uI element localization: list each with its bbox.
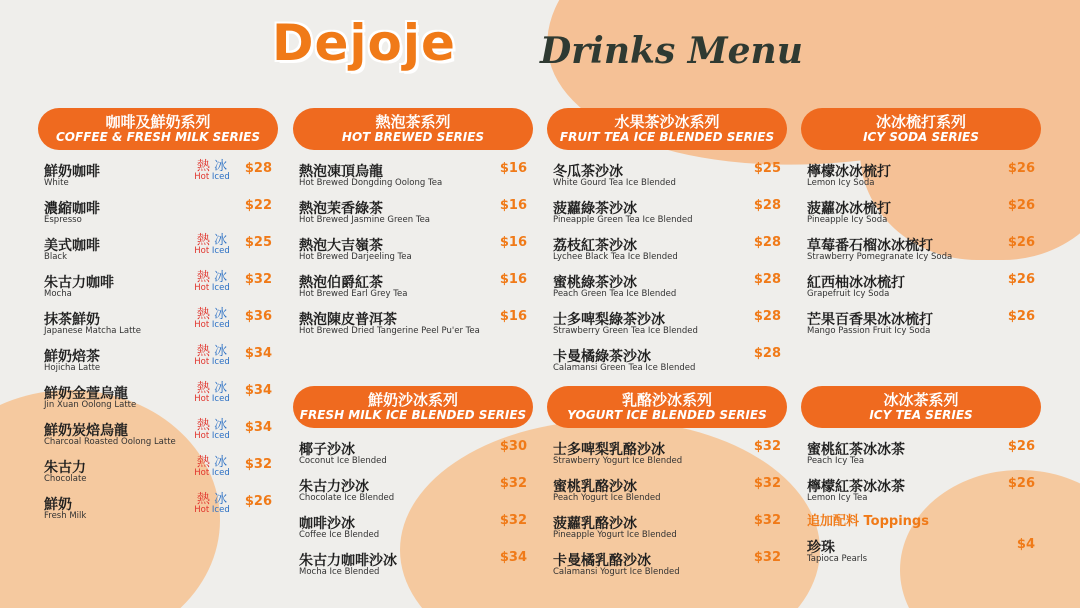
hot-label-en: Hot: [194, 172, 210, 182]
menu-title: Drinks Menu: [540, 30, 803, 72]
hot-label-zh: 熱: [196, 307, 210, 322]
item-name-zh: 檸檬紅茶冰冰茶: [807, 479, 905, 495]
item-price: $16: [499, 235, 527, 250]
item-name-en: Peach Yogurt Ice Blended: [553, 493, 661, 503]
menu-item: [38, 158, 278, 195]
iced-label-en: Iced: [211, 246, 230, 256]
item-name-zh: 朱古力咖啡沙冰: [299, 553, 397, 569]
item-name-en: Japanese Matcha Latte: [44, 326, 141, 336]
item-name-zh: 鮮奶焙茶: [44, 349, 100, 365]
item-name-en: Espresso: [44, 215, 82, 225]
section-banner: [801, 108, 1041, 150]
item-price: $30: [499, 439, 527, 454]
iced-label-zh: 冰: [214, 381, 228, 396]
item-price: $34: [244, 383, 272, 398]
item-name-en: Chocolate Ice Blended: [299, 493, 395, 503]
item-name-zh: 菠蘿乳酪沙冰: [553, 516, 637, 532]
item-name-zh: 熱泡伯爵紅茶: [299, 275, 383, 291]
item-name-en: Pineapple Green Tea Ice Blended: [553, 215, 693, 225]
menu-item: [38, 343, 278, 380]
menu-item: [801, 269, 1041, 306]
iced-label-en: Iced: [211, 283, 230, 293]
fruit-tea-list: [547, 158, 787, 380]
item-price: $26: [244, 494, 272, 509]
item-name-zh: 鮮奶金萱烏龍: [44, 386, 128, 402]
brand-logo: Dejoje: [272, 14, 456, 72]
item-name-en: Calamansi Yogurt Ice Blended: [553, 567, 680, 577]
iced-label-en: Iced: [211, 431, 230, 441]
hot-label-en: Hot: [194, 394, 210, 404]
iced-label-zh: 冰: [214, 159, 228, 174]
hot-label-en: Hot: [194, 468, 210, 478]
hot-iced-indicator: [190, 308, 234, 330]
section-title-zh: 冰冰茶系列: [883, 390, 959, 409]
item-name-en: Fresh Milk: [44, 511, 87, 521]
toppings-header: [801, 510, 1041, 534]
section-title-en: FRESH MILK ICE BLENDED SERIES: [299, 407, 527, 422]
section-title-zh: 鮮奶沙冰系列: [367, 390, 458, 409]
iced-label-zh: 冰: [214, 492, 228, 507]
item-name-en: Charcoal Roasted Oolong Latte: [44, 437, 176, 447]
item-name-zh: 冬瓜茶沙冰: [553, 164, 623, 180]
item-name-zh: 菠蘿綠茶沙冰: [553, 201, 637, 217]
menu-item: [293, 436, 533, 473]
iced-label-en: Iced: [211, 172, 230, 182]
hot-iced-indicator: [190, 345, 234, 367]
section-banner: [801, 386, 1041, 428]
item-price: $34: [244, 420, 272, 435]
iced-label-zh: 冰: [214, 418, 228, 433]
item-name-en: Grapefruit Icy Soda: [807, 289, 890, 299]
item-price: $22: [244, 198, 272, 213]
hot-label-zh: 熱: [196, 344, 210, 359]
menu-item: [293, 232, 533, 269]
item-price: $32: [244, 272, 272, 287]
item-price: $26: [1007, 235, 1035, 250]
item-price: $28: [753, 346, 781, 361]
section-title-en: FRUIT TEA ICE BLENDED SERIES: [559, 129, 775, 144]
item-name-zh: 椰子沙冰: [299, 442, 355, 458]
item-name-en: Mango Passion Fruit Icy Soda: [807, 326, 931, 336]
item-name-en: Pineapple Yogurt Ice Blended: [553, 530, 677, 540]
iced-label-en: Iced: [211, 357, 230, 367]
menu-item: [801, 436, 1041, 473]
item-price: $28: [753, 235, 781, 250]
item-name-en: Strawberry Yogurt Ice Blended: [553, 456, 683, 466]
item-name-en: Coffee Ice Blended: [299, 530, 380, 540]
item-name-zh: 朱古力咖啡: [44, 275, 114, 291]
item-name-zh: 朱古力沙冰: [299, 479, 369, 495]
topping-item: [801, 534, 1041, 571]
section-title-en: YOGURT ICE BLENDED SERIES: [567, 407, 767, 422]
menu-item: [801, 158, 1041, 195]
item-name-zh: 珍珠: [807, 540, 835, 556]
menu-item: [547, 158, 787, 195]
menu-item: [293, 547, 533, 584]
menu-item: [293, 306, 533, 343]
hot-iced-indicator: [190, 419, 234, 441]
item-name-en: White Gourd Tea Ice Blended: [553, 178, 676, 188]
item-name-zh: 荔枝紅茶沙冰: [553, 238, 637, 254]
item-name-en: Jin Xuan Oolong Latte: [44, 400, 137, 410]
menu-item: [547, 473, 787, 510]
section-fruit-tea: [547, 108, 787, 380]
hot-iced-indicator: [190, 160, 234, 182]
iced-label-en: Iced: [211, 505, 230, 515]
hot-iced-indicator: [190, 271, 234, 293]
section-banner: [547, 386, 787, 428]
item-price: $26: [1007, 309, 1035, 324]
item-name-en: Calamansi Green Tea Ice Blended: [553, 363, 696, 373]
item-name-zh: 卡曼橘綠茶沙冰: [553, 349, 651, 365]
menu-item: [293, 269, 533, 306]
item-name-en: Coconut Ice Blended: [299, 456, 387, 466]
section-title-zh: 水果茶沙冰系列: [614, 112, 720, 131]
item-price: $34: [499, 550, 527, 565]
menu-item: [38, 454, 278, 491]
menu-item: [38, 491, 278, 528]
item-name-zh: 士多啤梨乳酪沙冰: [553, 442, 665, 458]
item-name-en: Hot Brewed Jasmine Green Tea: [299, 215, 431, 225]
item-name-en: White: [44, 178, 69, 188]
item-name-zh: 咖啡沙冰: [299, 516, 355, 532]
section-title-zh: 咖啡及鮮奶系列: [105, 112, 211, 131]
item-name-zh: 蜜桃乳酪沙冰: [553, 479, 637, 495]
item-price: $16: [499, 161, 527, 176]
section-banner: [293, 386, 533, 428]
coffee-list: [38, 158, 278, 528]
menu-item: [38, 306, 278, 343]
iced-label-zh: 冰: [214, 455, 228, 470]
hot-iced-indicator: [190, 456, 234, 478]
menu-item: [801, 195, 1041, 232]
item-name-en: Lychee Black Tea Ice Blended: [553, 252, 678, 262]
iced-label-en: Iced: [211, 468, 230, 478]
item-price: $34: [244, 346, 272, 361]
item-name-en: Lemon Icy Soda: [807, 178, 875, 188]
item-name-en: Pineapple Icy Soda: [807, 215, 888, 225]
iced-label-zh: 冰: [214, 233, 228, 248]
item-name-zh: 熱泡凍頂烏龍: [299, 164, 383, 180]
menu-item: [38, 380, 278, 417]
item-name-zh: 鮮奶: [44, 497, 72, 513]
item-name-zh: 美式咖啡: [44, 238, 100, 254]
header: [0, 0, 1080, 100]
menu-item: [293, 195, 533, 232]
item-name-zh: 熱泡茉香綠茶: [299, 201, 383, 217]
section-banner: [547, 108, 787, 150]
yogurt-list: [547, 436, 787, 584]
item-name-en: Strawberry Green Tea Ice Blended: [553, 326, 698, 336]
item-name-en: Peach Icy Tea: [807, 456, 865, 466]
item-name-en: Black: [44, 252, 67, 262]
menu-item: [547, 436, 787, 473]
menu-item: [547, 510, 787, 547]
hot-label-en: Hot: [194, 431, 210, 441]
item-name-zh: 熱泡陳皮普洱茶: [299, 312, 397, 328]
menu-item: [38, 195, 278, 232]
item-price: $28: [753, 272, 781, 287]
menu-item: [547, 306, 787, 343]
section-banner: [38, 108, 278, 150]
icy-tea-list: [801, 436, 1041, 510]
item-name-zh: 菠蘿冰冰梳打: [807, 201, 891, 217]
section-title-en: COFFEE & FRESH MILK SERIES: [55, 129, 261, 144]
item-price: $26: [1007, 476, 1035, 491]
item-name-en: Hot Brewed Dried Tangerine Peel Pu'er Tea: [299, 326, 480, 336]
item-price: $32: [244, 457, 272, 472]
menu-item: [801, 232, 1041, 269]
item-price: $28: [753, 309, 781, 324]
item-price: $25: [753, 161, 781, 176]
hot-label-en: Hot: [194, 246, 210, 256]
menu-item: [801, 473, 1041, 510]
menu-item: [547, 195, 787, 232]
item-price: $32: [753, 550, 781, 565]
item-name-en: Hot Brewed Darjeeling Tea: [299, 252, 412, 262]
menu-item: [38, 417, 278, 454]
item-price: $32: [499, 476, 527, 491]
item-name-zh: 草莓番石榴冰冰梳打: [807, 238, 933, 254]
hot-iced-indicator: [190, 234, 234, 256]
section-title-en: ICY TEA SERIES: [869, 407, 973, 422]
item-price: $4: [1016, 537, 1035, 552]
menu-item: [293, 158, 533, 195]
item-price: $32: [753, 476, 781, 491]
hot-label-zh: 熱: [196, 159, 210, 174]
section-hot-brewed: [293, 108, 533, 343]
item-price: $26: [1007, 198, 1035, 213]
item-price: $16: [499, 309, 527, 324]
section-title-zh: 熱泡茶系列: [375, 112, 451, 131]
hot-label-zh: 熱: [196, 381, 210, 396]
iced-label-zh: 冰: [214, 307, 228, 322]
section-banner: [293, 108, 533, 150]
section-title-en: ICY SODA SERIES: [863, 129, 979, 144]
item-price: $16: [499, 272, 527, 287]
item-price: $32: [753, 513, 781, 528]
section-icy-soda: [801, 108, 1041, 343]
menu-item: [547, 343, 787, 380]
hot-label-zh: 熱: [196, 492, 210, 507]
item-name-en: Peach Green Tea Ice Blended: [553, 289, 677, 299]
hot-label-en: Hot: [194, 320, 210, 330]
hot-label-zh: 熱: [196, 455, 210, 470]
hot-iced-indicator: [190, 382, 234, 404]
hot-label-en: Hot: [194, 283, 210, 293]
item-name-zh: 芒果百香果冰冰梳打: [807, 312, 933, 328]
item-name-en: Hot Brewed Dongding Oolong Tea: [299, 178, 443, 188]
item-name-zh: 蜜桃綠茶沙冰: [553, 275, 637, 291]
item-price: $16: [499, 198, 527, 213]
menu-item: [547, 269, 787, 306]
item-price: $28: [244, 161, 272, 176]
item-price: $26: [1007, 161, 1035, 176]
hot-label-zh: 熱: [196, 233, 210, 248]
toppings-label: 追加配料 Toppings: [807, 514, 929, 529]
item-name-en: Mocha Ice Blended: [299, 567, 380, 577]
item-name-zh: 朱古力: [44, 460, 86, 476]
hot-label-zh: 熱: [196, 270, 210, 285]
iced-label-en: Iced: [211, 394, 230, 404]
item-name-zh: 熱泡大吉嶺茶: [299, 238, 383, 254]
item-name-zh: 濃縮咖啡: [44, 201, 100, 217]
item-name-zh: 紅西柚冰冰梳打: [807, 275, 905, 291]
menu-item: [293, 510, 533, 547]
hot-iced-indicator: [190, 493, 234, 515]
item-name-en: Hojicha Latte: [44, 363, 101, 373]
item-name-en: Chocolate: [44, 474, 87, 484]
menu-item: [801, 306, 1041, 343]
item-name-zh: 鮮奶炭焙烏龍: [44, 423, 128, 439]
section-icy-tea: [801, 386, 1041, 571]
hot-label-en: Hot: [194, 357, 210, 367]
item-price: $25: [244, 235, 272, 250]
item-name-en: Tapioca Pearls: [807, 554, 868, 564]
menu-item: [38, 232, 278, 269]
item-price: $36: [244, 309, 272, 324]
iced-label-en: Iced: [211, 320, 230, 330]
iced-label-zh: 冰: [214, 270, 228, 285]
item-price: $28: [753, 198, 781, 213]
menu-item: [547, 232, 787, 269]
item-name-en: Hot Brewed Earl Grey Tea: [299, 289, 408, 299]
section-yogurt: [547, 386, 787, 584]
item-name-zh: 士多啤梨綠茶沙冰: [553, 312, 665, 328]
section-title-en: HOT BREWED SERIES: [341, 129, 485, 144]
item-name-zh: 檸檬冰冰梳打: [807, 164, 891, 180]
item-name-en: Lemon Icy Tea: [807, 493, 868, 503]
item-price: $32: [753, 439, 781, 454]
item-price: $32: [499, 513, 527, 528]
iced-label-zh: 冰: [214, 344, 228, 359]
section-title-zh: 乳酪沙冰系列: [621, 390, 712, 409]
item-price: $26: [1007, 272, 1035, 287]
icy-soda-list: [801, 158, 1041, 343]
menu-item: [547, 547, 787, 584]
item-price: $26: [1007, 439, 1035, 454]
item-name-zh: 蜜桃紅茶冰冰茶: [807, 442, 905, 458]
menu-item: [293, 473, 533, 510]
section-fresh-milk: [293, 386, 533, 584]
item-name-en: Mocha: [44, 289, 72, 299]
section-title-zh: 冰冰梳打系列: [875, 112, 966, 131]
menu-item: [38, 269, 278, 306]
hot-label-zh: 熱: [196, 418, 210, 433]
section-coffee: [38, 108, 278, 528]
item-name-zh: 卡曼橘乳酪沙冰: [553, 553, 651, 569]
item-name-zh: 抹茶鮮奶: [44, 312, 100, 328]
hot-label-en: Hot: [194, 505, 210, 515]
fresh-milk-list: [293, 436, 533, 584]
item-name-en: Strawberry Pomegranate Icy Soda: [807, 252, 953, 262]
hot-brewed-list: [293, 158, 533, 343]
item-name-zh: 鮮奶咖啡: [44, 164, 100, 180]
